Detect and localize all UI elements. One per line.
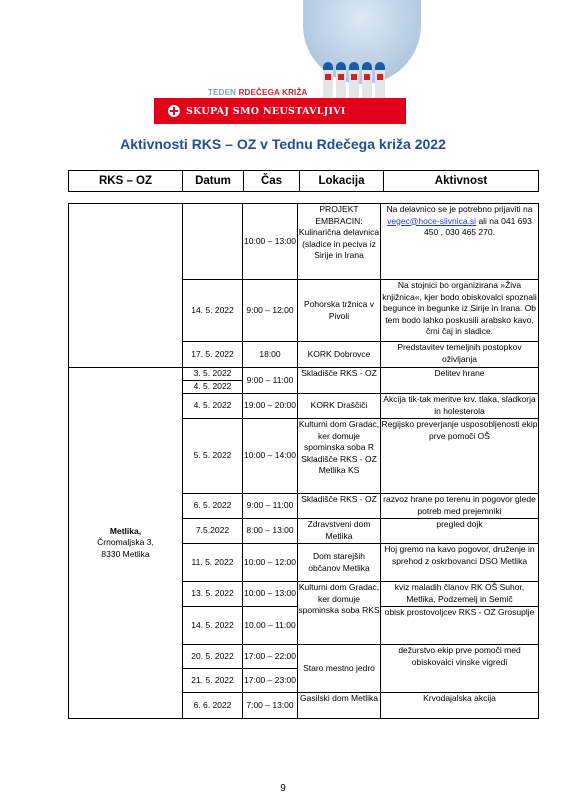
time-cell: 9:00 – 12:00 [243,280,298,342]
activity-cell: Regijsko preverjanje usposobljenosti ekip prve pomoči OŠ [381,419,539,494]
activity-cell: Delitev hrane [381,368,539,394]
table-row [69,204,539,280]
time-cell: 10.00 – 11:00 [243,607,298,645]
location-cell: Staro mestno jedro [298,645,381,693]
date-cell: 7.5.2022 [183,519,243,544]
location-cell: KORK Draščiči [298,394,381,419]
org-name: Metlika, [109,525,142,536]
date-cell: 6. 5. 2022 [183,494,243,519]
date-cell: 11. 5. 2022 [183,544,243,582]
date-cell: 17. 5. 2022 [183,342,243,368]
header-cas: Čas [244,171,300,192]
time-cell: 17:00 – 22:00 [243,645,298,669]
banner-slogan: SKUPAJ SMO NEUSTAVLJIVI [186,105,346,117]
header-datum: Datum [183,171,244,192]
date-cell: 3. 5. 2022 [183,368,243,381]
header-rks-oz: RKS – OZ [69,171,183,192]
org-cell [69,204,183,368]
time-cell: 8:00 – 13:00 [243,519,298,544]
table-row [69,368,539,381]
activity-cell: razvoz hrane po terenu in pogovor glede potreb med prejemniki [381,494,539,519]
header-lokacija: Lokacija [300,171,384,192]
location-cell: Kulturni dom Gradac, ker domuje spominska soba R Skladišče RKS - OZ Metlika KS [298,419,381,494]
location-cell: Kulturni dom Gradac, ker domuje spominska soba RKS [298,582,381,645]
table-header [68,170,539,192]
page-number: 9 [280,783,286,794]
location-cell: Zdravstveni dom Metlika [298,519,381,544]
activity-cell: Hoj gremo na kavo pogovor, druženje in sprehod z oskrbovanci DSO Metlika [381,544,539,582]
location-cell: Skladišče RKS - OZ [298,368,381,394]
date-cell: 14. 5. 2022 [183,607,243,645]
activity-cell: Na stojnici bo organizirana »Živa knjižnica«, kjer bodo obiskovalci spoznali begunce in begunke iz Sirije in Irana. Ob tem bodo lahko poskusili arabsko kavo, črni čaj in sladice. [381,280,539,342]
red-cross-week-banner [186,0,401,128]
activity-cell: kviz maladih članov RK OŠ Suhor, Metlika, Podzemelj in Semič [381,582,539,607]
people-figures-image [323,62,403,96]
activity-cell: Akcija tik-tak meritve krv. tlaka, sladkorja in holesterola [381,394,539,419]
date-cell: 4. 5. 2022 [183,381,243,394]
time-cell: 9:00 – 11:00 [243,368,298,394]
red-cross-icon [168,105,180,117]
page-title: Aktivnosti RKS – OZ v Tednu Rdečega križa 2022 [120,136,446,152]
date-cell [183,204,243,280]
time-cell: 19:00 – 20:00 [243,394,298,419]
org-street: Črnomaljska 3, [97,537,154,548]
location-cell: Gasilski dom Metlika [298,693,381,719]
email-link[interactable]: vegec@hoce-slivnica.si [387,215,477,226]
date-cell: 4. 5. 2022 [183,394,243,419]
date-cell: 14. 5. 2022 [183,280,243,342]
activity-cell: Predstavitev temeljnih postopkov oživljanja [381,342,539,368]
time-cell: 7:00 – 13:00 [243,693,298,719]
location-cell: PROJEKT EMBRACIN: Kulinarična delavnica (sladice in peciva iz Sirije in Irana [298,204,381,280]
time-cell: 9:00 – 11:00 [243,494,298,519]
date-cell: 21. 5. 2022 [183,669,243,693]
activities-table [68,203,539,719]
time-cell: 18:00 [243,342,298,368]
date-cell: 20. 5. 2022 [183,645,243,669]
time-cell: 10:00 – 14:00 [243,419,298,494]
activity-cell: obisk prostovoljcev RKS - OZ Grosuplje [381,607,539,645]
date-cell: 6. 6. 2022 [183,693,243,719]
location-cell: Dom starejših občanov Metlika [298,544,381,582]
date-cell: 5. 5. 2022 [183,419,243,494]
date-cell: 13. 5. 2022 [183,582,243,607]
time-cell: 17:00 – 23:00 [243,669,298,693]
header-aktivnost: Aktivnost [384,171,539,192]
org-cell [69,368,183,719]
activity-cell: dežurstvo ekip prve pomoči med obiskovalci vinske vigredi [381,645,539,693]
location-cell: Pohorska tržnica v Pivoli [298,280,381,342]
banner-slogan-bar [154,98,406,124]
time-cell: 10:00 – 12:00 [243,544,298,582]
location-cell: KORK Dobrovce [298,342,381,368]
location-cell: Skladišče RKS - OZ [298,494,381,519]
banner-week-label: TEDEN RDEČEGA KRIŽA [208,88,308,97]
org-city: 8330 Metlika [101,548,150,559]
activity-cell: Krvodajalska akcija [381,693,539,719]
activity-cell: pregled dojk [381,519,539,544]
time-cell: 10:00 – 13:00 [243,582,298,607]
activity-cell: Na delavnico se je potrebno prijaviti na vegec@hoce-slivnica.si ali na 041 693 450 , 030 465 270. [381,204,539,280]
time-cell: 10:00 – 13:00 [243,204,298,280]
